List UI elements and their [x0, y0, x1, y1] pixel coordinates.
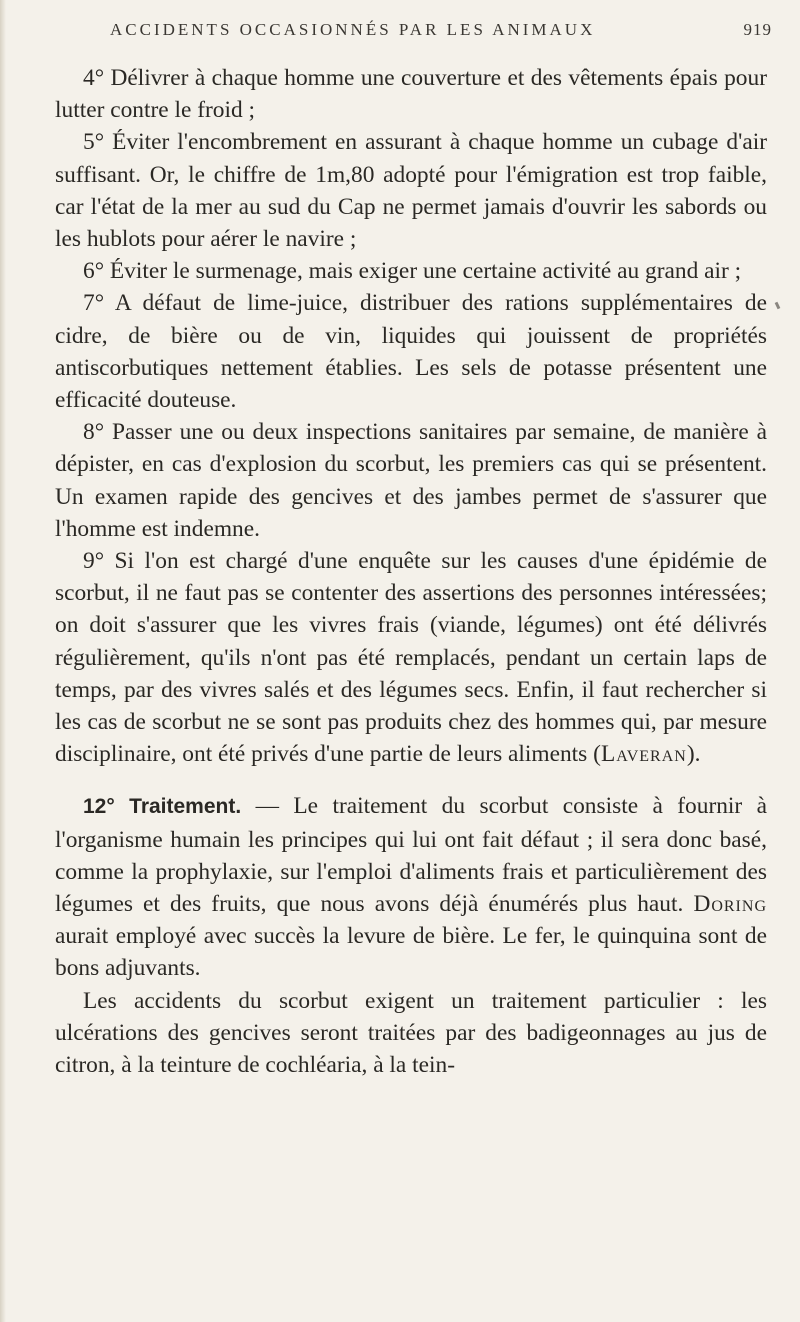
section-12-paragraph [55, 790, 767, 984]
page-number: 919 [743, 20, 772, 39]
section-12-heading: 12° Traitement. [83, 795, 242, 819]
paragraph-9-close: ). [686, 741, 701, 768]
paragraph-9-text: 9° Si l'on est chargé d'une enquête sur les causes d'une épidémie de scorbut, il ne faut pas se contenter des assertions des personnes intéressées; on doit s'assurer que les vivres frais (viande, légumes) ont été délivrés régulièrement, qu'ils n'ont pas été remplacés, pendant un certain laps de temps, par des vivres salés et des légumes secs. Enfin, il faut rechercher si les cas de scorbut ne se sont pas produits chez des hommes qui, par mesure disciplinaire, ont été privés d'une partie de leurs aliments ( [55, 548, 767, 768]
paragraph-4: 4° Délivrer à chaque homme une couverture et des vêtements épais pour lutter contre le froid ; [55, 65, 767, 124]
section-12-text-1: — Le traitement du scorbut consiste à fournir à l'organisme humain les principes qui lui ont fait défaut ; il sera donc basé, comme la prophylaxie, sur l'emploi d'aliments frais et particulièrement des légumes et des fruits, que nous avons déjà énumérés plus haut. [55, 793, 767, 918]
paragraph-5: 5° Éviter l'encombrement en assurant à chaque homme un cubage d'air suffisant. Or, le chiffre de 1m,80 adopté pour l'émigration est trop faible, car l'état de la mer au sud du Cap ne permet jamais d'ouvrir les sabords ou les hublots pour aérer le navire ; [55, 129, 767, 253]
running-head [110, 20, 772, 50]
section-gap [55, 770, 767, 790]
paragraph-last: Les accidents du scorbut exigent un traitement particulier : les ulcérations des gencives seront traitées par des badigeonnages au jus de citron, à la teinture de cochléaria, à la tein- [55, 987, 767, 1079]
body-text [55, 62, 767, 1081]
paragraph-9 [55, 545, 767, 770]
paragraph-7: 7° A défaut de lime-juice, distribuer des rations supplémentaires de cidre, de bière ou de vin, liquides qui jouissent de propriétés antiscorbutiques nettement établies. Les sels de potasse présentent une efficacité douteuse. [55, 290, 767, 414]
paragraph-8: 8° Passer une ou deux inspections sanitaires par semaine, de manière à dépister, en cas d'explosion du scorbut, les premiers cas qui se présentent. Un examen rapide des gencives et des jambes permet de s'assurer que l'homme est indemne. [55, 419, 767, 542]
author-laveran: Laveran [600, 741, 687, 768]
author-doring: Doring [693, 891, 767, 918]
paragraph-6: 6° Éviter le surmenage, mais exiger une certaine activité au grand air ; [83, 258, 742, 285]
stray-mark [775, 302, 781, 310]
running-title: ACCIDENTS OCCASIONNÉS PAR LES ANIMAUX [110, 20, 596, 39]
section-12-text-2: aurait employé avec succès la levure de bière. Le fer, le quinquina sont de bons adjuvants. [55, 923, 767, 982]
page-spine-shadow [0, 0, 6, 1322]
